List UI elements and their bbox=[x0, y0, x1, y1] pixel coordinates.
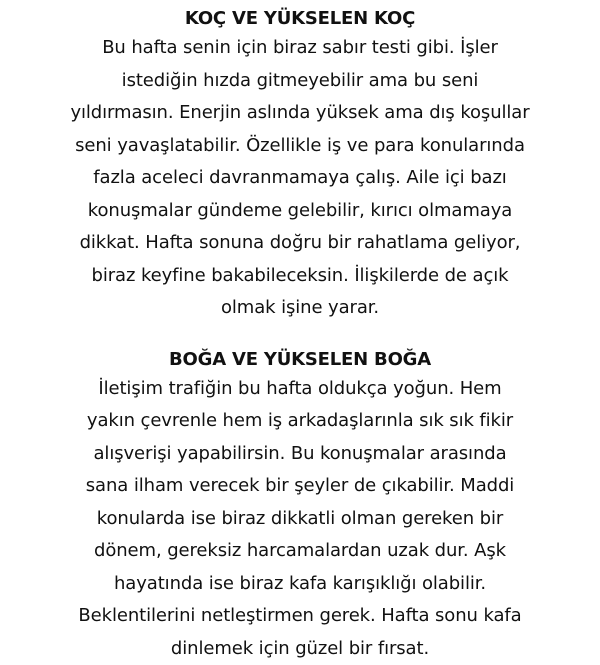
body-line: dikkat. Hafta sonuna doğru bir rahatlama geliyor, bbox=[79, 232, 521, 253]
body-line: istediğin hızda gitmeyebilir ama bu seni bbox=[121, 69, 479, 91]
section-title: BOĞA VE YÜKSELEN BOĞA bbox=[169, 348, 431, 370]
body-line: yakın çevrenle hem iş arkadaşlarınla sık sık fikir bbox=[86, 410, 514, 431]
horoscope-section-taurus bbox=[8, 347, 592, 665]
body-line: konuşmalar gündeme gelebilir, kırıcı olmamaya bbox=[87, 199, 513, 221]
body-line: alışverişi yapabilirsin. Bu konuşmalar arasında bbox=[93, 442, 507, 464]
body-line: sana ilham verecek bir şeyler de çıkabilir. Maddi bbox=[85, 475, 515, 496]
section-title: KOÇ VE YÜKSELEN KOÇ bbox=[184, 8, 416, 29]
body-line: hayatında ise biraz kafa karışıklığı olabilir. bbox=[113, 572, 487, 594]
body-line: fazla aceleci davranmamaya çalış. Aile içi bazı bbox=[93, 167, 507, 188]
body-line: olmak işine yarar. bbox=[220, 297, 380, 318]
body-line: seni yavaşlatabilir. Özellikle iş ve para konularında bbox=[75, 134, 525, 156]
body-line: Bu hafta senin için biraz sabır testi gibi. İşler bbox=[102, 37, 498, 58]
body-line: dinlemek için güzel bir fırsat. bbox=[170, 637, 430, 659]
body-line: dönem, gereksiz harcamalardan uzak dur. Aşk bbox=[94, 540, 506, 561]
body-line: yıldırmasın. Enerjin aslında yüksek ama dış koşullar bbox=[70, 102, 530, 123]
section-body bbox=[8, 373, 592, 665]
body-line: Beklentilerini netleştirmen gerek. Hafta sonu kafa bbox=[78, 605, 522, 626]
section-body bbox=[8, 32, 592, 325]
body-line: konularda ise biraz dikkatli olman gereken bir bbox=[96, 507, 504, 529]
horoscope-section-aries bbox=[8, 6, 592, 325]
body-line: İletişim trafiğin bu hafta oldukça yoğun. Hem bbox=[98, 377, 502, 399]
body-line: biraz keyfine bakabileceksin. İlişkilerde de açık bbox=[91, 264, 509, 286]
